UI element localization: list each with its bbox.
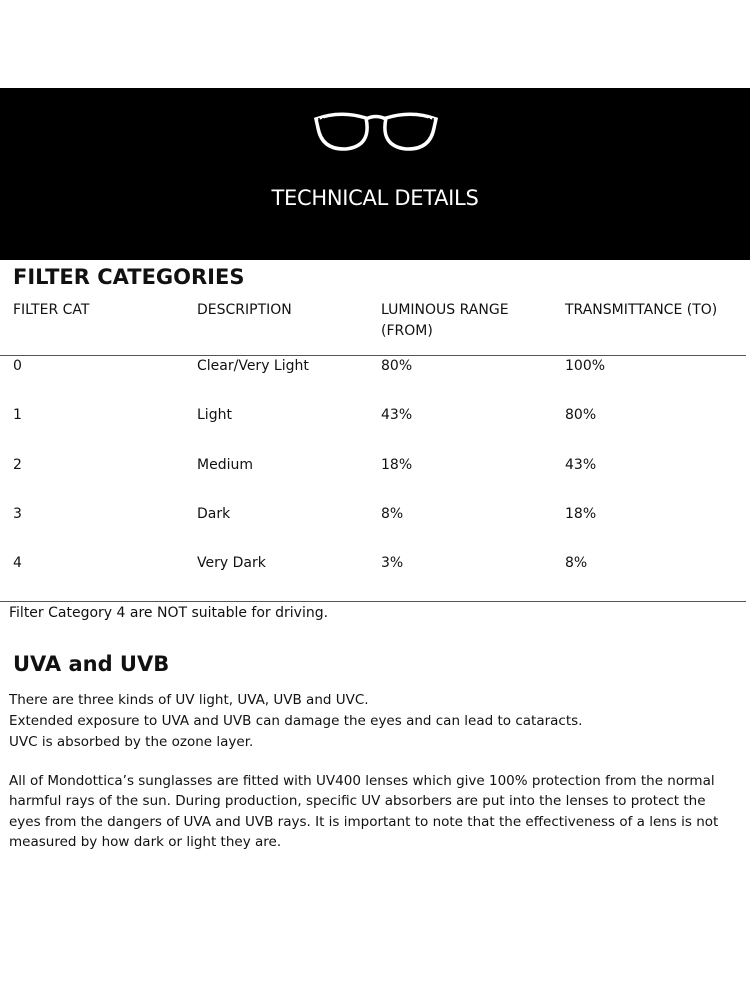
banner-title: TECHNICAL DETAILS <box>271 186 479 210</box>
column-header-luminous-range: LUMINOUS RANGE (FROM) <box>381 302 509 339</box>
table-cell: 3 <box>13 505 22 522</box>
uv-line: Extended exposure to UVA and UVB can damage the eyes and can lead to cataracts. <box>9 713 583 729</box>
table-cell: 3% <box>381 555 404 572</box>
glasses-icon <box>310 106 442 152</box>
uv-protection-paragraph: All of Mondottica’s sunglasses are fitted with UV400 lenses which give 100% protection from the normal harmful rays of the sun. During production, specific UV absorbers are put into the lenses to protect the eyes from the dangers of UVA and UVB rays. It is important to note that the effectiveness of a lens is not measured by how dark or light they are. <box>9 773 719 850</box>
table-cell: 43% <box>381 407 413 424</box>
table-cell: Medium <box>197 456 253 473</box>
table-cell: 80% <box>565 407 597 424</box>
table-cell: 8% <box>565 555 588 572</box>
table-cell: 1 <box>13 407 22 424</box>
table-cell: 100% <box>565 358 606 374</box>
column-header-filter-cat: FILTER CAT <box>13 302 90 318</box>
uv-line: UVC is absorbed by the ozone layer. <box>9 734 254 750</box>
table-cell: 0 <box>13 358 22 374</box>
table-header-divider <box>0 355 746 356</box>
filter-categories-heading: FILTER CATEGORIES <box>13 265 245 289</box>
table-cell: Clear/Very Light <box>197 358 309 374</box>
table-cell: 18% <box>565 505 597 522</box>
column-header-description: DESCRIPTION <box>197 302 292 318</box>
table-cell: Very Dark <box>197 555 266 572</box>
uva-uvb-heading: UVA and UVB <box>13 652 170 676</box>
header-banner <box>0 88 750 260</box>
table-cell: Dark <box>197 505 231 522</box>
table-cell: 4 <box>13 555 22 572</box>
table-bottom-divider <box>0 601 746 602</box>
table-cell: 18% <box>381 456 413 473</box>
table-cell: 8% <box>381 505 404 522</box>
table-cell: 2 <box>13 456 22 473</box>
table-cell: Light <box>197 407 232 424</box>
column-header-transmittance: TRANSMITTANCE (TO) <box>565 302 718 318</box>
uv-line: There are three kinds of UV light, UVA, UVB and UVC. <box>9 692 369 708</box>
filter-note: Filter Category 4 are NOT suitable for driving. <box>9 605 329 621</box>
table-cell: 80% <box>381 358 413 374</box>
table-cell: 43% <box>565 456 597 473</box>
uv-intro-paragraph <box>9 690 739 753</box>
